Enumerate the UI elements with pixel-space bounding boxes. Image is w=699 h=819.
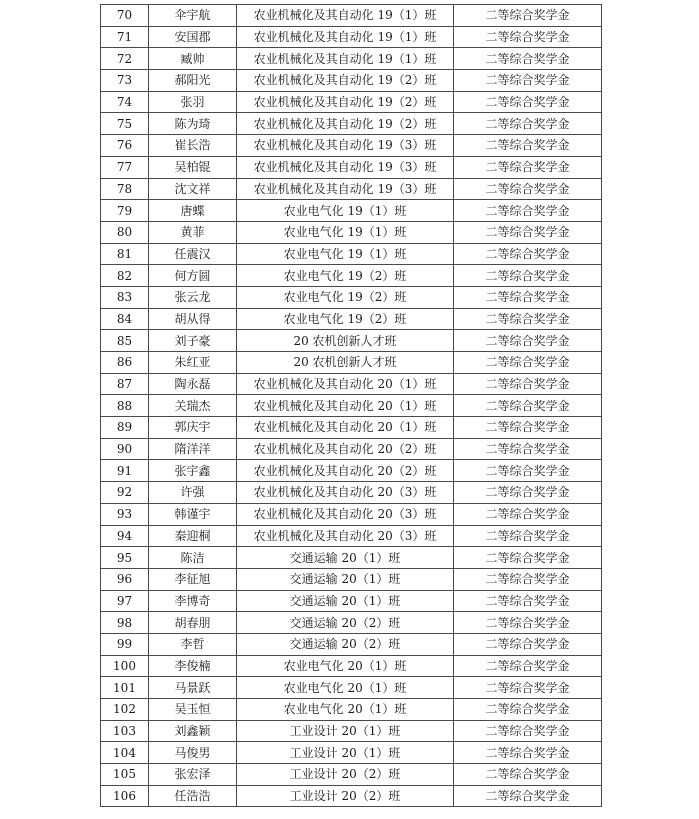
award-type-cell: 二等综合奖学金 xyxy=(454,286,602,308)
award-type-cell: 二等综合奖学金 xyxy=(454,482,602,504)
award-type-cell: 二等综合奖学金 xyxy=(454,395,602,417)
row-number-cell: 79 xyxy=(101,200,149,222)
award-type-cell: 二等综合奖学金 xyxy=(454,568,602,590)
award-type-cell: 二等综合奖学金 xyxy=(454,655,602,677)
student-name-cell: 马俊男 xyxy=(149,742,237,764)
table-row xyxy=(101,460,602,482)
table-row xyxy=(101,243,602,265)
class-name-cell: 农业机械化及其自动化 19（1）班 xyxy=(237,5,454,27)
table-row xyxy=(101,525,602,547)
class-name-cell: 农业机械化及其自动化 19（3）班 xyxy=(237,156,454,178)
award-type-cell: 二等综合奖学金 xyxy=(454,221,602,243)
class-name-cell: 农业机械化及其自动化 19（2）班 xyxy=(237,91,454,113)
class-name-cell: 农业机械化及其自动化 19（3）班 xyxy=(237,135,454,157)
table-row xyxy=(101,417,602,439)
student-name-cell: 韩谨宇 xyxy=(149,503,237,525)
student-name-cell: 刘子豪 xyxy=(149,330,237,352)
award-type-cell: 二等综合奖学金 xyxy=(454,633,602,655)
row-number-cell: 71 xyxy=(101,26,149,48)
row-number-cell: 98 xyxy=(101,612,149,634)
award-type-cell: 二等综合奖学金 xyxy=(454,612,602,634)
student-name-cell: 唐蝶 xyxy=(149,200,237,222)
class-name-cell: 工业设计 20（2）班 xyxy=(237,785,454,807)
table-row xyxy=(101,135,602,157)
row-number-cell: 76 xyxy=(101,135,149,157)
row-number-cell: 86 xyxy=(101,352,149,374)
student-name-cell: 张羽 xyxy=(149,91,237,113)
student-name-cell: 张宏泽 xyxy=(149,764,237,786)
row-number-cell: 80 xyxy=(101,221,149,243)
student-name-cell: 陈为琦 xyxy=(149,113,237,135)
student-name-cell: 胡春朋 xyxy=(149,612,237,634)
class-name-cell: 农业机械化及其自动化 20（3）班 xyxy=(237,482,454,504)
table-row xyxy=(101,742,602,764)
class-name-cell: 农业电气化 19（1）班 xyxy=(237,221,454,243)
student-name-cell: 任震汉 xyxy=(149,243,237,265)
table-row xyxy=(101,547,602,569)
class-name-cell: 交通运输 20（2）班 xyxy=(237,633,454,655)
class-name-cell: 农业机械化及其自动化 20（1）班 xyxy=(237,395,454,417)
table-row xyxy=(101,568,602,590)
student-name-cell: 张宇鑫 xyxy=(149,460,237,482)
table-row xyxy=(101,720,602,742)
award-type-cell: 二等综合奖学金 xyxy=(454,48,602,70)
student-name-cell: 沈文祥 xyxy=(149,178,237,200)
class-name-cell: 农业电气化 19（2）班 xyxy=(237,286,454,308)
student-name-cell: 李博奇 xyxy=(149,590,237,612)
student-name-cell: 陶永磊 xyxy=(149,373,237,395)
row-number-cell: 103 xyxy=(101,720,149,742)
student-name-cell: 吴柏锟 xyxy=(149,156,237,178)
table-row xyxy=(101,265,602,287)
student-name-cell: 刘鑫颖 xyxy=(149,720,237,742)
row-number-cell: 90 xyxy=(101,438,149,460)
table-body xyxy=(101,5,602,807)
student-name-cell: 许强 xyxy=(149,482,237,504)
row-number-cell: 83 xyxy=(101,286,149,308)
award-type-cell: 二等综合奖学金 xyxy=(454,70,602,92)
award-type-cell: 二等综合奖学金 xyxy=(454,590,602,612)
class-name-cell: 农业机械化及其自动化 20（3）班 xyxy=(237,525,454,547)
award-type-cell: 二等综合奖学金 xyxy=(454,135,602,157)
table-row xyxy=(101,113,602,135)
award-type-cell: 二等综合奖学金 xyxy=(454,547,602,569)
class-name-cell: 农业电气化 19（2）班 xyxy=(237,308,454,330)
table-row xyxy=(101,156,602,178)
award-type-cell: 二等综合奖学金 xyxy=(454,699,602,721)
scholarship-table xyxy=(100,4,602,807)
award-type-cell: 二等综合奖学金 xyxy=(454,243,602,265)
row-number-cell: 85 xyxy=(101,330,149,352)
student-name-cell: 关瑞杰 xyxy=(149,395,237,417)
class-name-cell: 交通运输 20（1）班 xyxy=(237,547,454,569)
table-row xyxy=(101,178,602,200)
award-type-cell: 二等综合奖学金 xyxy=(454,525,602,547)
student-name-cell: 吴玉恒 xyxy=(149,699,237,721)
table-row xyxy=(101,655,602,677)
row-number-cell: 92 xyxy=(101,482,149,504)
table-row xyxy=(101,5,602,27)
award-type-cell: 二等综合奖学金 xyxy=(454,438,602,460)
student-name-cell: 臧帅 xyxy=(149,48,237,70)
table-row xyxy=(101,373,602,395)
row-number-cell: 97 xyxy=(101,590,149,612)
class-name-cell: 农业电气化 19（2）班 xyxy=(237,265,454,287)
award-type-cell: 二等综合奖学金 xyxy=(454,720,602,742)
table-row xyxy=(101,612,602,634)
class-name-cell: 农业机械化及其自动化 19（2）班 xyxy=(237,113,454,135)
row-number-cell: 81 xyxy=(101,243,149,265)
award-type-cell: 二等综合奖学金 xyxy=(454,373,602,395)
class-name-cell: 农业电气化 19（1）班 xyxy=(237,243,454,265)
student-name-cell: 李征旭 xyxy=(149,568,237,590)
student-name-cell: 郭庆宇 xyxy=(149,417,237,439)
row-number-cell: 78 xyxy=(101,178,149,200)
table-row xyxy=(101,330,602,352)
student-name-cell: 何方圆 xyxy=(149,265,237,287)
student-name-cell: 马景跃 xyxy=(149,677,237,699)
award-type-cell: 二等综合奖学金 xyxy=(454,200,602,222)
student-name-cell: 任浩浩 xyxy=(149,785,237,807)
award-type-cell: 二等综合奖学金 xyxy=(454,677,602,699)
class-name-cell: 农业机械化及其自动化 20（2）班 xyxy=(237,460,454,482)
table-row xyxy=(101,91,602,113)
row-number-cell: 93 xyxy=(101,503,149,525)
student-name-cell: 胡从得 xyxy=(149,308,237,330)
table-row xyxy=(101,200,602,222)
class-name-cell: 农业机械化及其自动化 20（2）班 xyxy=(237,438,454,460)
row-number-cell: 106 xyxy=(101,785,149,807)
student-name-cell: 隋洋洋 xyxy=(149,438,237,460)
table-row xyxy=(101,699,602,721)
table-row xyxy=(101,764,602,786)
row-number-cell: 104 xyxy=(101,742,149,764)
row-number-cell: 74 xyxy=(101,91,149,113)
award-type-cell: 二等综合奖学金 xyxy=(454,785,602,807)
student-name-cell: 崔长浩 xyxy=(149,135,237,157)
table-row xyxy=(101,286,602,308)
table-row xyxy=(101,221,602,243)
student-name-cell: 朱红亚 xyxy=(149,352,237,374)
award-type-cell: 二等综合奖学金 xyxy=(454,742,602,764)
row-number-cell: 96 xyxy=(101,568,149,590)
award-type-cell: 二等综合奖学金 xyxy=(454,503,602,525)
class-name-cell: 工业设计 20（2）班 xyxy=(237,764,454,786)
award-type-cell: 二等综合奖学金 xyxy=(454,460,602,482)
row-number-cell: 77 xyxy=(101,156,149,178)
table-row xyxy=(101,48,602,70)
table-row xyxy=(101,677,602,699)
row-number-cell: 91 xyxy=(101,460,149,482)
row-number-cell: 102 xyxy=(101,699,149,721)
student-name-cell: 伞宇航 xyxy=(149,5,237,27)
class-name-cell: 农业机械化及其自动化 19（1）班 xyxy=(237,48,454,70)
table-row xyxy=(101,503,602,525)
award-type-cell: 二等综合奖学金 xyxy=(454,417,602,439)
row-number-cell: 84 xyxy=(101,308,149,330)
table-row xyxy=(101,395,602,417)
row-number-cell: 95 xyxy=(101,547,149,569)
award-type-cell: 二等综合奖学金 xyxy=(454,178,602,200)
award-type-cell: 二等综合奖学金 xyxy=(454,352,602,374)
row-number-cell: 101 xyxy=(101,677,149,699)
class-name-cell: 农业电气化 20（1）班 xyxy=(237,699,454,721)
award-type-cell: 二等综合奖学金 xyxy=(454,91,602,113)
row-number-cell: 100 xyxy=(101,655,149,677)
student-name-cell: 陈洁 xyxy=(149,547,237,569)
class-name-cell: 农业机械化及其自动化 20（3）班 xyxy=(237,503,454,525)
row-number-cell: 105 xyxy=(101,764,149,786)
award-type-cell: 二等综合奖学金 xyxy=(454,265,602,287)
table-row xyxy=(101,308,602,330)
row-number-cell: 88 xyxy=(101,395,149,417)
student-name-cell: 李俊楠 xyxy=(149,655,237,677)
award-type-cell: 二等综合奖学金 xyxy=(454,764,602,786)
row-number-cell: 72 xyxy=(101,48,149,70)
award-type-cell: 二等综合奖学金 xyxy=(454,113,602,135)
row-number-cell: 94 xyxy=(101,525,149,547)
class-name-cell: 农业机械化及其自动化 19（3）班 xyxy=(237,178,454,200)
table-row xyxy=(101,438,602,460)
table-row xyxy=(101,26,602,48)
class-name-cell: 交通运输 20（2）班 xyxy=(237,612,454,634)
table-row xyxy=(101,590,602,612)
class-name-cell: 交通运输 20（1）班 xyxy=(237,590,454,612)
class-name-cell: 农业电气化 20（1）班 xyxy=(237,677,454,699)
table-row xyxy=(101,352,602,374)
class-name-cell: 工业设计 20（1）班 xyxy=(237,720,454,742)
table-row xyxy=(101,70,602,92)
class-name-cell: 农业电气化 19（1）班 xyxy=(237,200,454,222)
class-name-cell: 农业机械化及其自动化 20（1）班 xyxy=(237,373,454,395)
student-name-cell: 安国郡 xyxy=(149,26,237,48)
row-number-cell: 73 xyxy=(101,70,149,92)
row-number-cell: 99 xyxy=(101,633,149,655)
table-row xyxy=(101,482,602,504)
award-type-cell: 二等综合奖学金 xyxy=(454,330,602,352)
student-name-cell: 黄菲 xyxy=(149,221,237,243)
class-name-cell: 农业机械化及其自动化 19（1）班 xyxy=(237,26,454,48)
class-name-cell: 农业机械化及其自动化 19（2）班 xyxy=(237,70,454,92)
student-name-cell: 张云龙 xyxy=(149,286,237,308)
class-name-cell: 农业电气化 20（1）班 xyxy=(237,655,454,677)
student-name-cell: 秦迎桐 xyxy=(149,525,237,547)
award-type-cell: 二等综合奖学金 xyxy=(454,156,602,178)
award-list-sheet xyxy=(100,4,601,807)
award-type-cell: 二等综合奖学金 xyxy=(454,5,602,27)
class-name-cell: 20 农机创新人才班 xyxy=(237,352,454,374)
student-name-cell: 李哲 xyxy=(149,633,237,655)
class-name-cell: 农业机械化及其自动化 20（1）班 xyxy=(237,417,454,439)
student-name-cell: 郝阳光 xyxy=(149,70,237,92)
row-number-cell: 70 xyxy=(101,5,149,27)
class-name-cell: 工业设计 20（1）班 xyxy=(237,742,454,764)
award-type-cell: 二等综合奖学金 xyxy=(454,26,602,48)
table-row xyxy=(101,785,602,807)
table-row xyxy=(101,633,602,655)
row-number-cell: 82 xyxy=(101,265,149,287)
row-number-cell: 89 xyxy=(101,417,149,439)
row-number-cell: 87 xyxy=(101,373,149,395)
class-name-cell: 交通运输 20（1）班 xyxy=(237,568,454,590)
row-number-cell: 75 xyxy=(101,113,149,135)
award-type-cell: 二等综合奖学金 xyxy=(454,308,602,330)
class-name-cell: 20 农机创新人才班 xyxy=(237,330,454,352)
